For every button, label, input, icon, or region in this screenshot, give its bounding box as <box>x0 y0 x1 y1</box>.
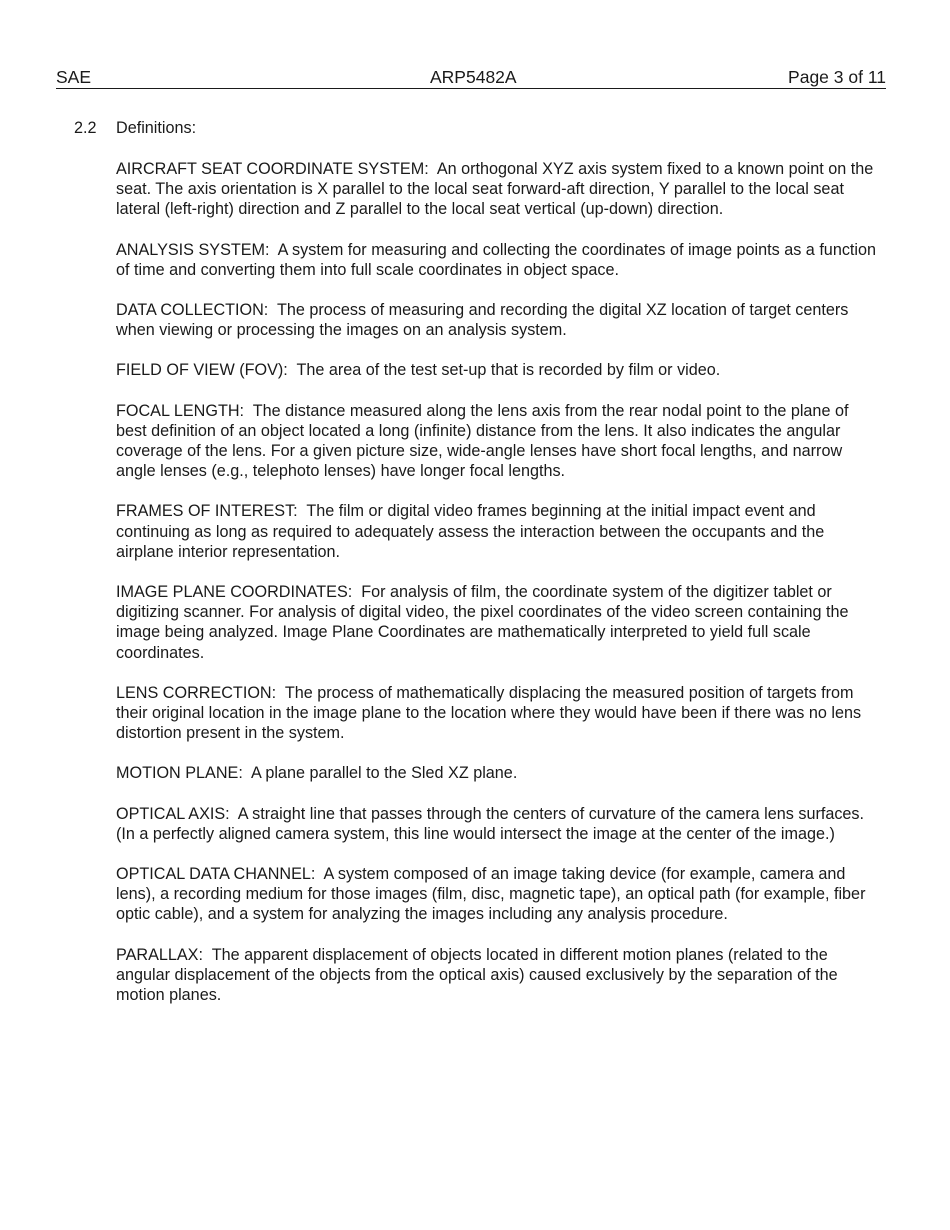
definition-text: The area of the test set-up that is recorded by film or video. <box>296 361 721 380</box>
definition-item <box>116 945 878 1006</box>
definition-item <box>116 300 878 340</box>
definition-text: The apparent displacement of objects located in different motion planes (related to the angular displacement of the objects from the optical axis) caused exclusively by the separation of the motion planes. <box>116 945 838 1005</box>
definition-item <box>116 501 878 562</box>
definition-term: PARALLAX: <box>116 945 203 964</box>
definitions-list <box>116 159 878 1025</box>
definition-item <box>116 683 878 744</box>
definition-term: MOTION PLANE: <box>116 764 243 783</box>
header-organization: SAE <box>56 67 92 87</box>
definition-text: The film or digital video frames beginning at the initial impact event and continuing as long as required to adequately assess the interaction between the occupants and the airplane interior representation. <box>116 502 825 561</box>
definition-text: A system composed of an image taking device (for example, camera and lens), a recording medium for those images (film, disc, magnetic tape), an optical path (for example, fiber optic cable), and a system for analyzing the images including any analysis procedure. <box>116 865 866 924</box>
definition-item <box>116 582 878 663</box>
definition-text: A plane parallel to the Sled XZ plane. <box>250 764 518 783</box>
definition-item <box>116 240 878 280</box>
definition-term: ANALYSIS SYSTEM: <box>116 240 270 259</box>
definition-item <box>116 401 878 482</box>
definition-term: LENS CORRECTION: <box>116 683 277 702</box>
definition-text: An orthogonal XYZ axis system fixed to a known point on the seat. The axis orientation is X parallel to the local seat forward-aft direction, Y parallel to the local seat lateral (left-right) direction and Z parallel to the local seat vertical (up-down) direction. <box>116 160 874 219</box>
definition-item <box>116 804 878 844</box>
definition-term: AIRCRAFT SEAT COORDINATE SYSTEM: <box>116 160 429 178</box>
header-page-number: Page 3 of 11 <box>788 67 886 87</box>
definition-term: IMAGE PLANE COORDINATES: <box>116 583 353 602</box>
definition-item <box>116 159 878 220</box>
definition-text: The process of measuring and recording the digital XZ location of target centers when viewing or processing the images on an analysis system. <box>116 301 849 340</box>
definition-term: FRAMES OF INTEREST: <box>116 502 298 521</box>
definition-term: OPTICAL AXIS: <box>116 804 230 823</box>
page-header <box>56 66 886 89</box>
definition-text: For analysis of film, the coordinate system of the digitizer tablet or digitizing scanner. For analysis of digital video, the pixel coordinates of the video screen containing the image being analyzed. Image Plane Coordinates are mathematically interpreted to yield full scale coordinates. <box>116 583 849 662</box>
definition-item <box>116 864 878 925</box>
definition-term: FIELD OF VIEW (FOV): <box>116 361 288 380</box>
definition-text: A straight line that passes through the centers of curvature of the camera lens surfaces. (In a perfectly aligned camera system, this line would intersect the image at the center of the image.) <box>116 804 865 843</box>
section-heading <box>74 118 196 138</box>
definition-text: The distance measured along the lens axis from the rear nodal point to the plane of best definition of an object located a long (infinite) distance from the lens. It also indicates the angular coverage of the lens. For a given picture size, wide-angle lenses have short focal lengths, and narrow angle lenses (e.g., telephoto lenses) have longer focal lengths. <box>116 401 849 481</box>
definition-term: FOCAL LENGTH: <box>116 401 245 420</box>
section-title: Definitions: <box>116 119 197 137</box>
definition-item <box>116 763 878 783</box>
definition-item <box>116 360 878 380</box>
definition-term: DATA COLLECTION: <box>116 301 269 320</box>
section-number: 2.2 <box>74 119 97 137</box>
header-document-number: ARP5482A <box>430 67 517 87</box>
definition-term: OPTICAL DATA CHANNEL: <box>116 865 316 884</box>
definition-text: The process of mathematically displacing the measured position of targets from their original location in the image plane to the location where they would have been if there was no lens distortion present in the system. <box>116 683 862 743</box>
definition-text: A system for measuring and collecting the coordinates of image points as a function of time and converting them into full scale coordinates in object space. <box>116 240 877 279</box>
